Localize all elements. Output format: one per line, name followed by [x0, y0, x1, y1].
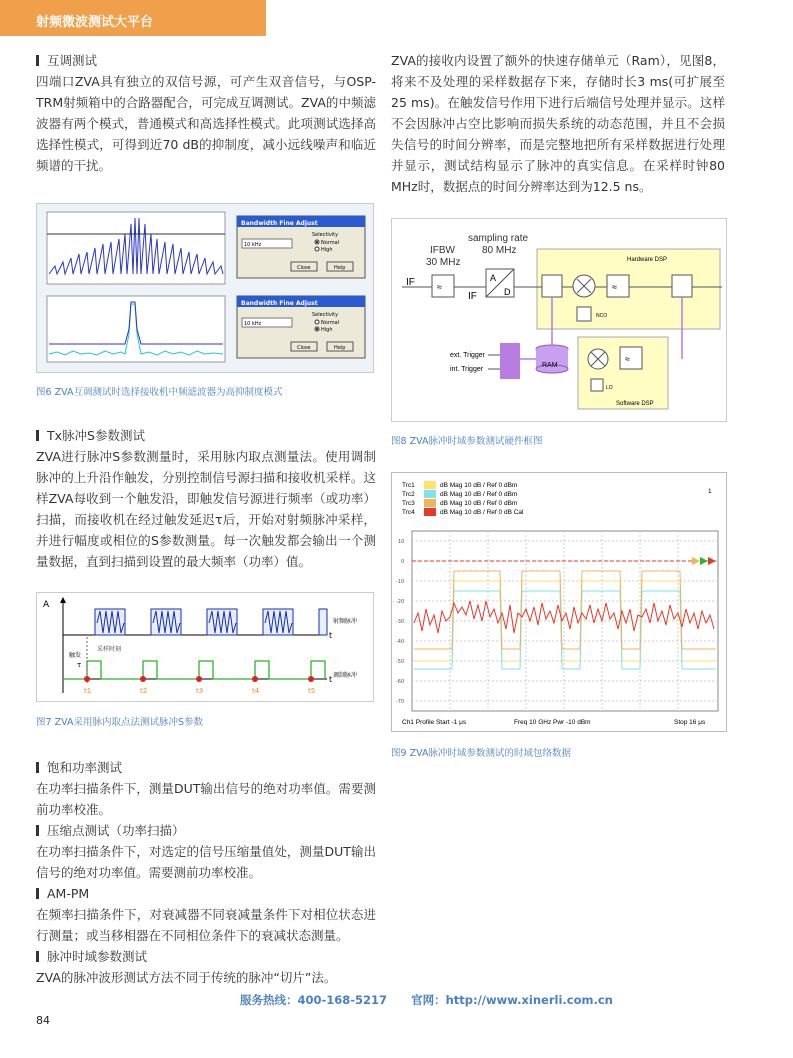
section-title: 脉冲时域参数测试	[36, 946, 376, 967]
footer	[240, 992, 633, 1008]
fig8-nco: NCO	[596, 313, 608, 319]
figure-9	[391, 472, 727, 732]
svg-text:-10: -10	[396, 579, 405, 585]
fig7-label-sample: 采样时刻	[97, 646, 122, 653]
fig8-ifbw-val: 30 MHz	[426, 257, 461, 268]
left-column-mid	[36, 425, 376, 572]
section-body: ZVA的脉冲波形测试方法不同于传统的脉冲“切片”法。	[36, 970, 337, 985]
fig8-sampling-val: 80 MHz	[482, 245, 517, 256]
section-title: 互调测试	[36, 50, 376, 71]
svg-text:dB Mag 10 dB / Ref 0 dBm: dB Mag 10 dB / Ref 0 dBm	[440, 482, 518, 489]
fig7-label-tau: τ	[77, 661, 82, 669]
svg-text:dB Mag 10 dB / Ref 0 dBm: dB Mag 10 dB / Ref 0 dBm	[440, 500, 518, 507]
fig8-int-trigger: int. Trigger	[450, 366, 484, 373]
fig8-ext-trigger: ext. Trigger	[450, 352, 486, 359]
section-body: 四端口ZVA具有独立的双信号源，可产生双音信号，与OSP-TRM射频箱中的合路器配合，可完成互调测试。ZVA的中频滤波器有两个模式，普通模式和高选择性模式。此项测试选择高选择性模式，可得到近70 dB的抑制度，减小远线噪声和临近频谱的干扰。	[36, 74, 376, 173]
fig6-dialog-title: Bandwidth Fine Adjust	[241, 220, 318, 227]
fig6-selectivity: Selectivity	[312, 232, 339, 238]
left-column-bottom	[36, 757, 376, 988]
fig9-graphic	[392, 473, 726, 731]
fig9-marker-num: 1	[708, 488, 712, 495]
fig7-t5: t5	[308, 687, 316, 695]
fig6-help-button-2: Help	[334, 345, 346, 351]
header-bar	[0, 0, 266, 36]
fig7-t3: t3	[196, 687, 204, 695]
fig8-ram: RAM	[542, 362, 558, 369]
svg-text:≈: ≈	[625, 354, 630, 364]
fig7-label-tuned: 调制脉冲	[333, 672, 358, 679]
fig6-opt-high-2: High	[321, 327, 333, 333]
fig8-ad-a: A	[490, 273, 497, 283]
fig6-opt-normal-2: Normal	[321, 320, 340, 326]
right-column-intro	[391, 50, 725, 197]
fig8-if-in: IF	[406, 277, 415, 288]
fig8-hw-dsp: Hardware DSP	[627, 257, 668, 263]
fig7-t1: t1	[84, 687, 92, 695]
svg-text:-70: -70	[396, 699, 405, 705]
figure-7	[36, 592, 374, 702]
svg-text:0: 0	[401, 559, 405, 565]
fig9-footer-freq: Freq 10 GHz Pwr -10 dBm	[514, 719, 591, 726]
fig6-dialog-title-2: Bandwidth Fine Adjust	[241, 300, 318, 307]
section-title: AM-PM	[36, 883, 376, 904]
fig6-value: 10 kHz	[244, 242, 262, 248]
fig8-ifbw: IFBW	[430, 245, 455, 256]
fig7-axis-a: A	[43, 600, 50, 610]
fig6-dialog-top	[237, 216, 365, 278]
section-body: ZVA进行脉冲S参数测量时，采用脉内取点测量法。使用调制脉冲的上升沿作触发，分别控制信号源扫描和接收机采样。这样ZVA每收到一个触发沿，即触发信号源进行频率（或功率）扫描，而接收机在经过触发延迟τ后，开始对射频脉冲采样，并进行幅度或相位的S参数测量。每一次触发都会输出一个测量数据，直到扫描到设置的最大频率（功率）值。	[36, 449, 376, 569]
fig9-footer-stop: Stop 16 μs	[674, 719, 706, 726]
svg-text:≈: ≈	[437, 282, 442, 292]
section-title: 饱和功率测试	[36, 757, 376, 778]
fig8-caption: 图8 ZVA脉冲时域参数测试硬件框图	[391, 436, 543, 447]
fig8-sampling: sampling rate	[468, 233, 529, 244]
fig7-label-trigger: 触发	[69, 652, 82, 659]
right-intro-text: ZVA的接收内设置了额外的快速存储单元（Ram），见图8，将来不及处理的采样数据存下来，存储时长3 ms(可扩展至25 ms)。在触发信号作用下进行后端信号处理并显示。这样不会因脉冲占空比影响而损失系统的动态范围，并且不会损失信号的时间分辨率，而是完整地把所有采样数据进行处理并显示，测试结构显示了脉冲的真实信息。在采样时钟80 MHz时，数据点的时间分辨率达到为12.5 ns。	[391, 53, 725, 194]
fig6-graphic	[37, 204, 373, 372]
fig7-caption: 图7 ZVA采用脉内取点法测试脉冲S参数	[36, 717, 203, 728]
fig9-trace-3	[402, 499, 517, 507]
fig8-sw-dsp: Software DSP	[616, 401, 654, 407]
fig6-caption: 图6 ZVA互调测试时选择接收机中频滤波器为高抑制度模式	[36, 387, 283, 398]
fig6-value-2: 10 kHz	[244, 321, 262, 327]
fig6-opt-normal: Normal	[321, 240, 340, 246]
section-body: 在功率扫描条件下，对选定的信号压缩量值处，测量DUT输出信号的绝对功率值。需要测前功率校准。	[36, 844, 376, 880]
fig9-trace-1	[402, 481, 517, 489]
fig6-close-button-2: Close	[297, 345, 311, 351]
fig9-trace-2	[402, 490, 517, 498]
fig6-help-button: Help	[334, 265, 346, 271]
svg-text:Trc1: Trc1	[402, 482, 415, 489]
page-number: 84	[36, 1014, 50, 1027]
svg-text:dB Mag 10 dB / Ref 0 dB: dB Mag 10 dB / Ref 0 dB Cal	[440, 509, 524, 516]
svg-text:dB Mag 10 dB / Ref 0 dBm: dB Mag 10 dB / Ref 0 dBm	[440, 491, 518, 498]
svg-text:-20: -20	[396, 599, 405, 605]
figure-6	[36, 203, 374, 373]
footer-hotline: 服务热线：400-168-5217	[240, 993, 388, 1007]
svg-text:Trc4: Trc4	[402, 509, 415, 516]
svg-text:Trc3: Trc3	[402, 500, 415, 507]
svg-text:-40: -40	[396, 639, 405, 645]
fig8-if-mid: IF	[468, 291, 477, 302]
left-column-top	[36, 50, 376, 176]
fig6-opt-high: High	[321, 247, 333, 253]
figure-8	[391, 218, 727, 422]
fig6-close-button: Close	[297, 265, 311, 271]
fig9-caption: 图9 ZVA脉冲时域参数测试的时域包络数据	[391, 748, 571, 759]
fig7-pulses	[95, 609, 327, 635]
fig7-graphic	[37, 593, 373, 701]
fig7-t2: t2	[140, 687, 148, 695]
fig9-footer-ch: Ch1 Profile Start -1 μs	[402, 719, 467, 726]
svg-text:-50: -50	[396, 659, 405, 665]
fig7-t4: t4	[252, 687, 260, 695]
fig6-selectivity-2: Selectivity	[312, 312, 339, 318]
fig6-dialog-bottom	[237, 296, 365, 358]
svg-text:Trc2: Trc2	[402, 491, 415, 498]
fig9-trace-4	[402, 508, 524, 516]
fig8-lo: LO	[606, 385, 613, 391]
section-title: Tx脉冲S参数测试	[36, 425, 376, 446]
svg-text:-60: -60	[396, 679, 405, 685]
fig7-axis-t-2: t	[329, 675, 333, 684]
header-title: 射频微波测试大平台	[36, 15, 154, 30]
svg-text:-30: -30	[396, 619, 405, 625]
section-body: 在频率扫描条件下，对衰减器不同衰减量条件下对相位状态进行测量；或当移相器在不同相位条件下的衰减状态测量。	[36, 907, 376, 943]
svg-text:10: 10	[398, 539, 405, 545]
section-body: 在功率扫描条件下，测量DUT输出信号的绝对功率值。需要测前功率校准。	[36, 781, 376, 817]
footer-website[interactable]: 官网：http://www.xinerli.com.cn	[411, 993, 613, 1007]
fig7-axis-t: t	[329, 631, 333, 640]
fig8-graphic	[392, 219, 726, 421]
svg-text:≈: ≈	[612, 282, 617, 292]
fig8-ad-d: D	[504, 287, 511, 297]
fig7-label-rf: 射频脉冲	[333, 618, 358, 625]
section-title: 压缩点测试（功率扫描）	[36, 820, 376, 841]
